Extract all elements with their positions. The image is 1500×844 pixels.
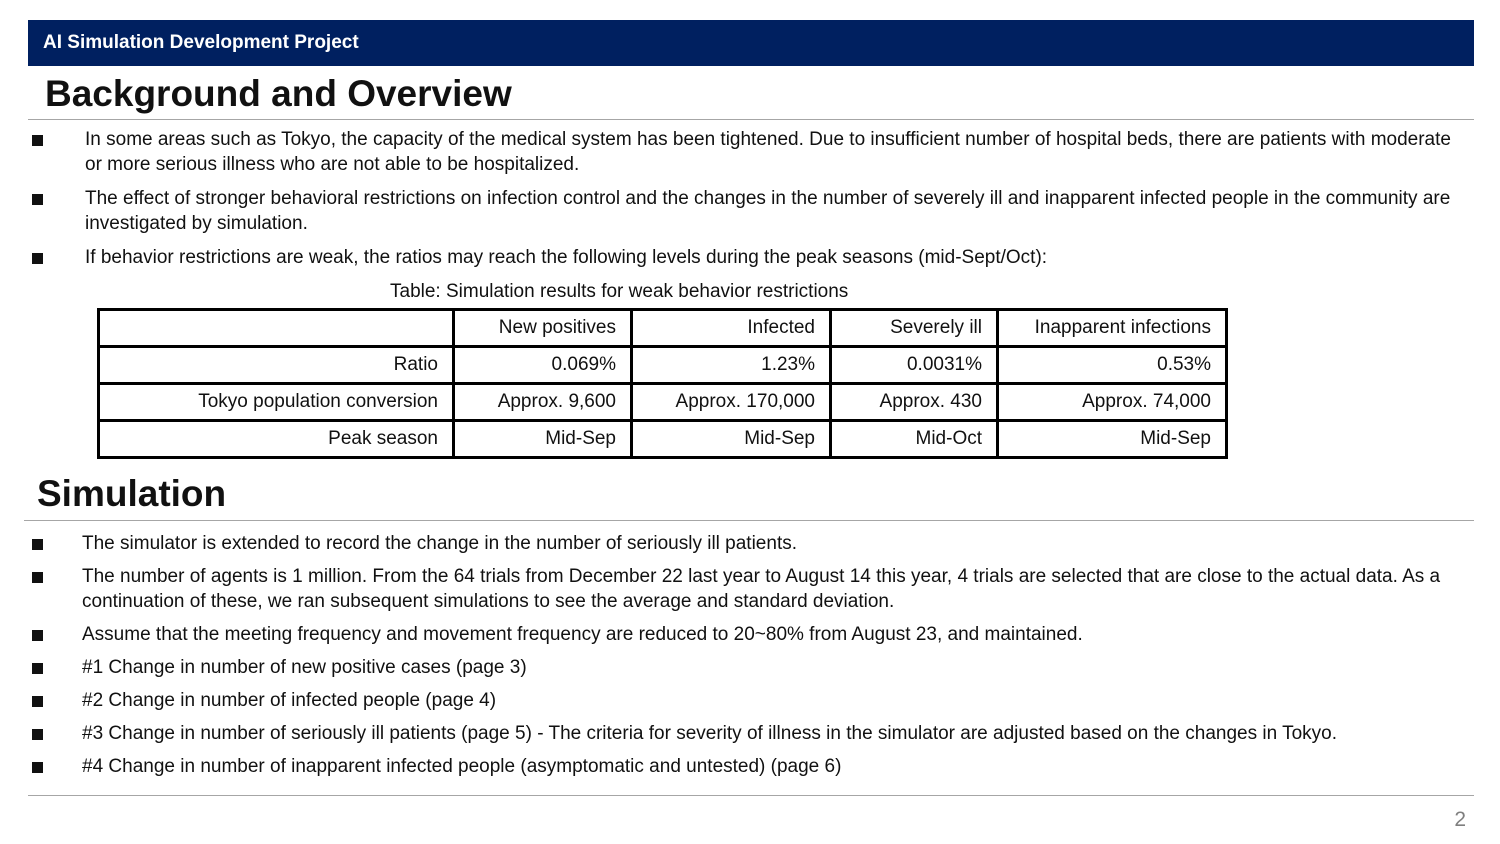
project-banner: AI Simulation Development Project [28,20,1474,66]
square-bullet-icon [32,729,43,740]
bullet-text: #2 Change in number of infected people (page 4) [82,690,497,711]
table-row [99,347,1227,384]
background-bullet-list [85,127,1465,279]
table-row [99,421,1227,458]
simulation-results-table [97,308,1228,459]
title-divider [28,119,1474,120]
table-header-row [99,310,1227,347]
bullet-text: #4 Change in number of inapparent infected people (asymptomatic and untested) (page 6) [82,756,842,777]
bullet-text: In some areas such as Tokyo, the capacity of the medical system has been tightened. Due to insufficient number of hospital beds, there are patients with moderate or more serious illness who are not able to be hospitalized. [85,129,1451,175]
table-cell: Mid-Oct [831,421,998,458]
table-cell: 0.53% [998,347,1227,384]
square-bullet-icon [32,539,43,550]
background-bullet [85,186,1465,236]
square-bullet-icon [32,696,43,707]
square-bullet-icon [32,762,43,773]
square-bullet-icon [32,135,43,146]
header-cell [99,310,454,347]
square-bullet-icon [32,194,43,205]
table-row [99,384,1227,421]
table-cell: 0.0031% [831,347,998,384]
table-cell: Approx. 74,000 [998,384,1227,421]
simulation-bullet [82,688,1474,713]
table-cell: Mid-Sep [998,421,1227,458]
table-cell: Mid-Sep [454,421,632,458]
background-bullet [85,245,1465,270]
square-bullet-icon [32,572,43,583]
square-bullet-icon [32,630,43,641]
square-bullet-icon [32,663,43,674]
background-bullet [85,127,1465,177]
row-label-cell: Tokyo population conversion [99,384,454,421]
header-cell: Severely ill [831,310,998,347]
bullet-text: The effect of stronger behavioral restrictions on infection control and the changes in the number of severely ill and inapparent infected people in the community are investigated by simulation. [85,188,1451,234]
bullet-text: The simulator is extended to record the change in the number of seriously ill patients. [82,533,797,554]
bullet-text: #1 Change in number of new positive cases (page 3) [82,657,527,678]
simulation-bullet [82,655,1474,680]
bullet-text: The number of agents is 1 million. From the 64 trials from December 22 last year to August 14 this year, 4 trials are selected that are close to the actual data. As a continuation of these, we ran subsequent simulations to see the average and standard deviation. [82,566,1441,612]
header-cell: New positives [454,310,632,347]
footer-divider [28,795,1474,796]
simulation-section-title: Simulation [37,473,227,514]
row-label-cell: Peak season [99,421,454,458]
table-caption: Table: Simulation results for weak behavior restrictions [390,281,849,302]
table-cell: Approx. 9,600 [454,384,632,421]
simulation-bullet [82,754,1474,779]
simulation-bullet [82,622,1474,647]
square-bullet-icon [32,253,43,264]
table-cell: Approx. 430 [831,384,998,421]
bullet-text: If behavior restrictions are weak, the ratios may reach the following levels during the peak seasons (mid-Sept/Oct): [85,247,1048,268]
simulation-bullet [82,564,1474,614]
bullet-text: Assume that the meeting frequency and movement frequency are reduced to 20~80% from August 23, and maintained. [82,624,1083,645]
table-cell: 1.23% [632,347,831,384]
page-title: Background and Overview [45,73,512,114]
table-cell: Approx. 170,000 [632,384,831,421]
page-number: 2 [1454,808,1466,831]
simulation-bullet-list [82,531,1474,787]
table-cell: Mid-Sep [632,421,831,458]
simulation-bullet [82,531,1474,556]
simulation-bullet [82,721,1474,746]
row-label-cell: Ratio [99,347,454,384]
header-cell: Infected [632,310,831,347]
bullet-text: #3 Change in number of seriously ill patients (page 5) - The criteria for severity of illness in the simulator are adjusted based on the changes in Tokyo. [82,723,1338,744]
section-divider [24,520,1474,521]
header-cell: Inapparent infections [998,310,1227,347]
table-cell: 0.069% [454,347,632,384]
